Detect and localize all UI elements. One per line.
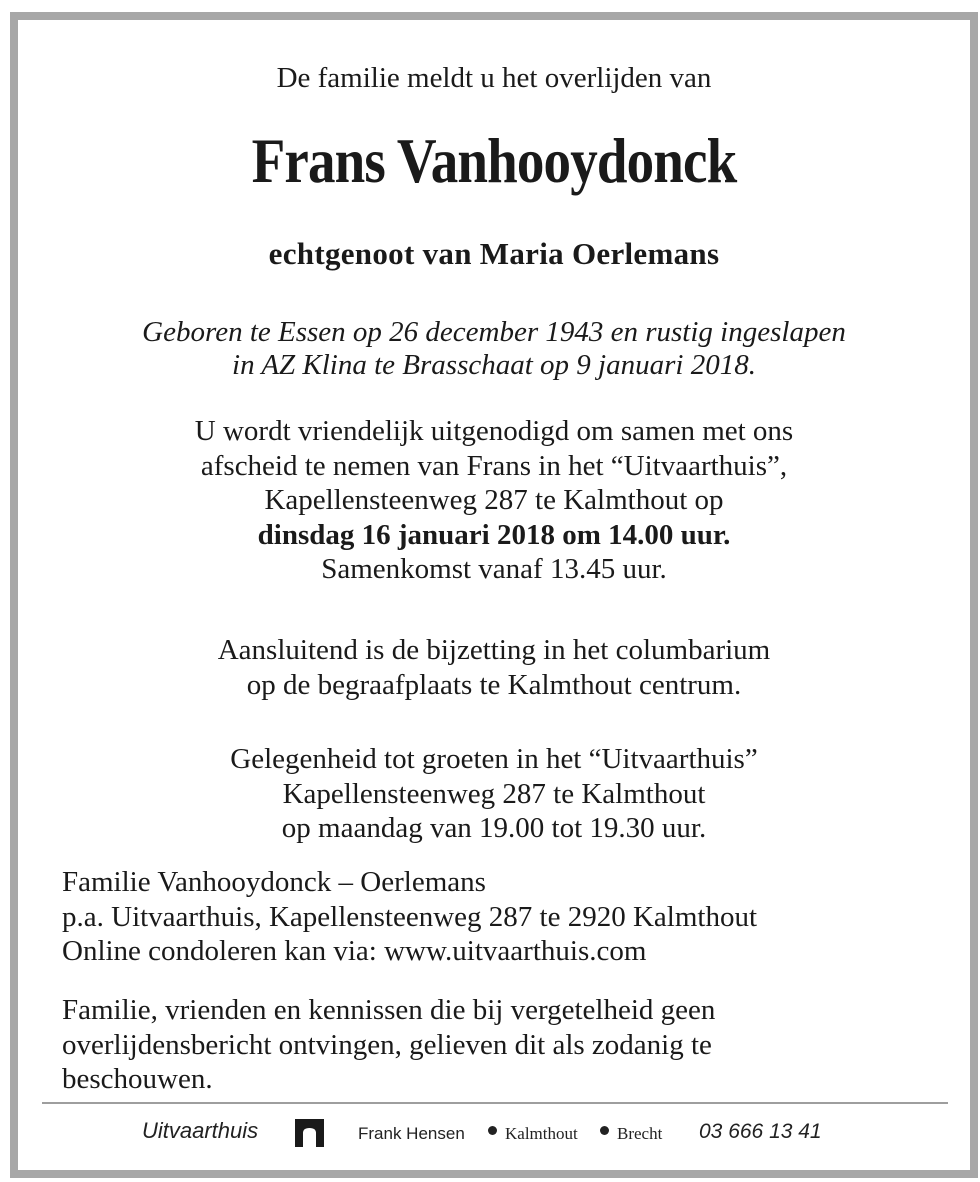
family-name: Familie Vanhooydonck – Oerlemans: [62, 866, 486, 898]
invitation-line: afscheid te nemen van Frans in het “Uitvaarthuis”,: [200, 449, 788, 482]
visitation-line: Gelegenheid tot groeten in het “Uitvaarthuis”: [230, 743, 758, 775]
notice-paragraph: [62, 993, 942, 1097]
invitation-line: U wordt vriendelijk uitgenodigd om samen met ons: [194, 415, 794, 447]
birth-death-line: Geboren te Essen op 26 december 1943 en rustig ingeslapen: [142, 316, 846, 348]
brand-name: Uitvaarthuis: [142, 1118, 259, 1143]
online-condolence: Online condoleren kan via: www.uitvaarthuis.com: [62, 935, 647, 967]
footer: [18, 1114, 970, 1154]
footer-divider: [42, 1102, 948, 1104]
location-brecht: Brecht: [617, 1124, 663, 1143]
invitation-paragraph: [18, 414, 970, 587]
ceremony-datetime: dinsdag 16 januari 2018 om 14.00 uur.: [257, 518, 731, 551]
spouse-line: echtgenoot van Maria Oerlemans: [268, 236, 720, 271]
intro-text: De familie meldt u het overlijden van: [276, 62, 712, 94]
separator-dot: [600, 1126, 609, 1135]
notice-line: beschouwen.: [62, 1063, 213, 1095]
visitation-line: op maandag van 19.00 tot 19.30 uur.: [281, 812, 707, 844]
separator-dot: [488, 1126, 497, 1135]
gathering-time: Samenkomst vanaf 13.45 uur.: [321, 553, 667, 585]
obituary-card: [10, 12, 978, 1178]
visitation-paragraph: [18, 742, 970, 846]
location-kalmthout: Kalmthout: [505, 1124, 578, 1143]
interment-line: op de begraafplaats te Kalmthout centrum.: [246, 668, 742, 701]
invitation-line: Kapellensteenweg 287 te Kalmthout op: [264, 484, 724, 516]
notice-line: overlijdensbericht ontvingen, gelieven dit als zodanig te: [62, 1028, 712, 1061]
phone-number: 03 666 13 41: [699, 1120, 822, 1143]
director-name: Frank Hensen: [358, 1124, 465, 1143]
visitation-line: Kapellensteenweg 287 te Kalmthout: [282, 777, 706, 810]
notice-line: Familie, vrienden en kennissen die bij vergetelheid geen: [62, 994, 716, 1026]
interment-line: Aansluitend is de bijzetting in het columbarium: [217, 634, 771, 666]
family-address: p.a. Uitvaarthuis, Kapellensteenweg 287 te 2920 Kalmthout: [62, 900, 758, 933]
arch-logo-icon: [295, 1119, 324, 1147]
birth-death-line: in AZ Klina te Brasschaat op 9 januari 2018.: [232, 349, 756, 381]
family-block: [62, 865, 942, 969]
interment-paragraph: [18, 633, 970, 702]
deceased-name: Frans Vanhooydonck: [251, 125, 737, 196]
birth-death-text: [18, 316, 970, 382]
